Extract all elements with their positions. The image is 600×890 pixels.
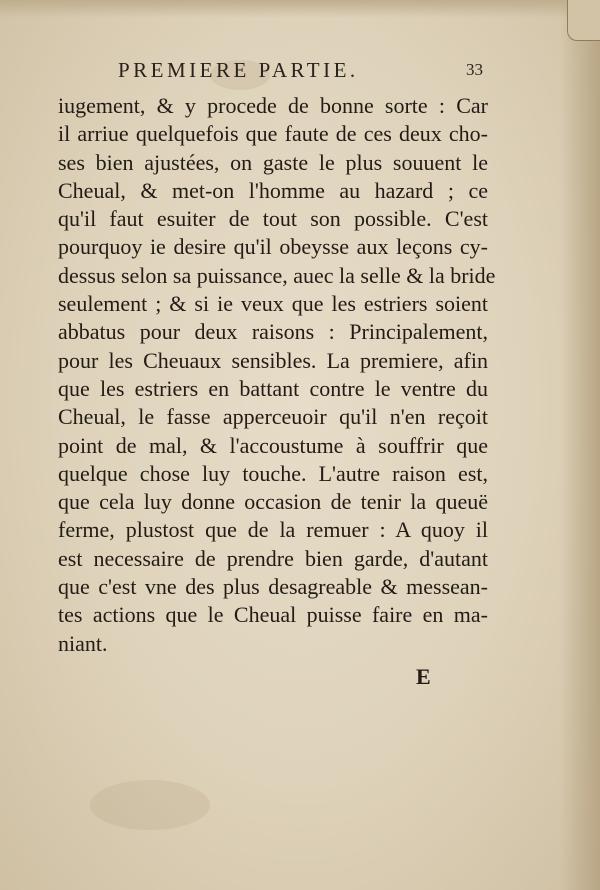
text-line: seulement ; & si ie veux que les estriers soient bbox=[58, 291, 488, 317]
text-line: tes actions que le Cheual puisse faire en ma- bbox=[58, 602, 488, 628]
text-line: que cela luy donne occasion de tenir la queuë bbox=[58, 489, 488, 515]
running-head bbox=[0, 58, 600, 88]
page-number: 33 bbox=[466, 60, 483, 79]
text-line: ses bien ajustées, on gaste le plus souuent le bbox=[58, 149, 488, 175]
text-line: niant. bbox=[58, 630, 108, 656]
text-line: que les estriers en battant contre le ventre du bbox=[58, 375, 488, 401]
page-corner-fold bbox=[567, 0, 600, 41]
text-line: abbatus pour deux raisons : Principalement, bbox=[58, 319, 488, 345]
text-line: Cheual, le fasse apperceuoir qu'il n'en reçoit bbox=[58, 404, 488, 430]
text-line: ferme, plustost que de la remuer : A quoy il bbox=[58, 517, 488, 543]
text-line: point de mal, & l'accoustume à souffrir que bbox=[58, 432, 488, 458]
page-top-shadow bbox=[0, 0, 600, 18]
page-right-shadow bbox=[560, 0, 600, 890]
text-line: qu'il faut esuiter de tout son possible. C'est bbox=[58, 206, 488, 232]
text-line: pour les Cheuaux sensibles. La premiere, afin bbox=[58, 347, 488, 373]
text-line: pourquoy ie desire qu'il obeysse aux leçons cy- bbox=[58, 234, 488, 260]
body-text bbox=[58, 92, 496, 658]
signature-mark: E bbox=[416, 664, 431, 689]
text-line: iugement, & y procede de bonne sorte : Car bbox=[58, 93, 488, 118]
paper-stain bbox=[90, 780, 210, 830]
text-line: est necessaire de prendre bien garde, d'autant bbox=[58, 545, 488, 571]
running-title: PREMIERE PARTIE. bbox=[118, 58, 359, 82]
text-line: Cheual, & met-on l'homme au hazard ; ce bbox=[58, 177, 488, 203]
text-line: que c'est vne des plus desagreable & messean- bbox=[58, 574, 488, 600]
text-line: quelque chose luy touche. L'autre raison est, bbox=[58, 460, 488, 486]
text-line: il arriue quelquefois que faute de ces deux cho- bbox=[58, 121, 488, 147]
text-line: dessus selon sa puissance, auec la selle & la bride bbox=[58, 262, 496, 288]
